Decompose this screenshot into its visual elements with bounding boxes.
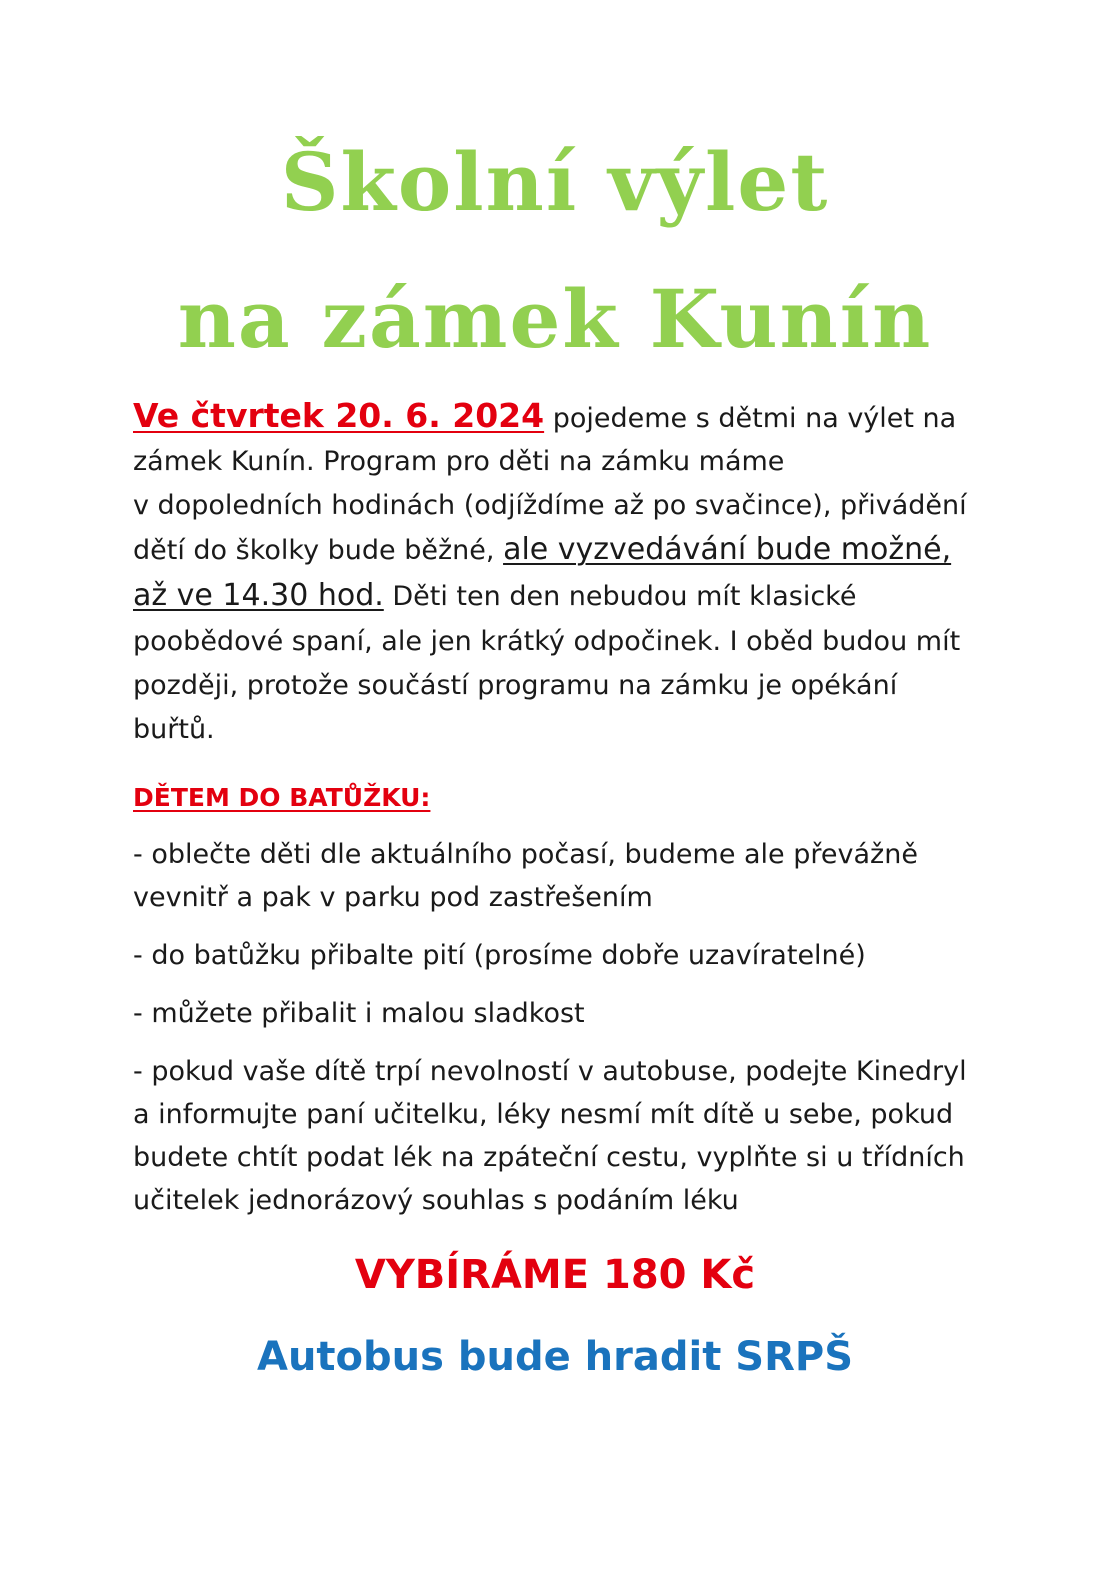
list-item-line: - do batůžku přibalte pití (prosíme dobře uzavíratelné) <box>133 940 866 971</box>
backpack-heading: DĚTEM DO BATŮŽKU: <box>133 783 431 812</box>
intro-paragraph <box>133 394 983 752</box>
title-line-1: Školní výlet <box>280 135 830 229</box>
backpack-list <box>133 833 993 1237</box>
trip-date: Ve čtvrtek 20. 6. 2024 <box>133 396 545 435</box>
intro-line-4 <box>133 528 983 574</box>
list-item-line: budete chtít podat lék na zpáteční cestu, vyplňte si u třídních <box>133 1142 965 1173</box>
list-item-line: - pokud vaše dítě trpí nevolností v autobuse, podejte Kinedryl <box>133 1056 967 1087</box>
intro-line-8: buřtů. <box>133 714 215 745</box>
list-item <box>133 833 993 919</box>
intro-line-7: později, protože součástí programu na zámku je opékání <box>133 670 898 701</box>
list-item <box>133 934 993 977</box>
intro-line-2: zámek Kunín. Program pro děti na zámku máme <box>133 446 785 477</box>
intro-line-5 <box>133 574 983 620</box>
pickup-time: až ve 14.30 hod. <box>133 578 384 613</box>
list-item-line: - oblečte děti dle aktuálního počasí, budeme ale převážně <box>133 839 918 870</box>
intro-line-5-rest: Děti ten den nebudou mít klasické <box>383 581 857 612</box>
list-item-line: učitelek jednorázový souhlas s podáním léku <box>133 1185 739 1216</box>
intro-line-3: v dopoledních hodinách (odjíždíme až po svačince), přivádění <box>133 490 967 521</box>
list-item <box>133 992 993 1035</box>
list-item-line: vevnitř a pak v parku pod zastřešením <box>133 882 653 913</box>
price-note: VYBÍRÁME 180 Kč <box>354 1252 756 1298</box>
title-line-2: na zámek Kunín <box>177 272 933 366</box>
intro-line-1-rest: pojedeme s dětmi na výlet na <box>544 403 957 434</box>
pickup-note: ale vyzvedávání bude možné, <box>503 532 952 567</box>
intro-line-1 <box>133 394 983 440</box>
bus-note: Autobus bude hradit SRPŠ <box>257 1334 853 1380</box>
list-item <box>133 1050 993 1222</box>
list-item-line: a informujte paní učitelku, léky nesmí mít dítě u sebe, pokud <box>133 1099 954 1130</box>
intro-line-6: poobědové spaní, ale jen krátký odpočinek. I oběd budou mít <box>133 626 961 657</box>
intro-line-4-start: dětí do školky bude běžné, <box>133 535 504 566</box>
list-item-line: - můžete přibalit i malou sladkost <box>133 998 585 1029</box>
